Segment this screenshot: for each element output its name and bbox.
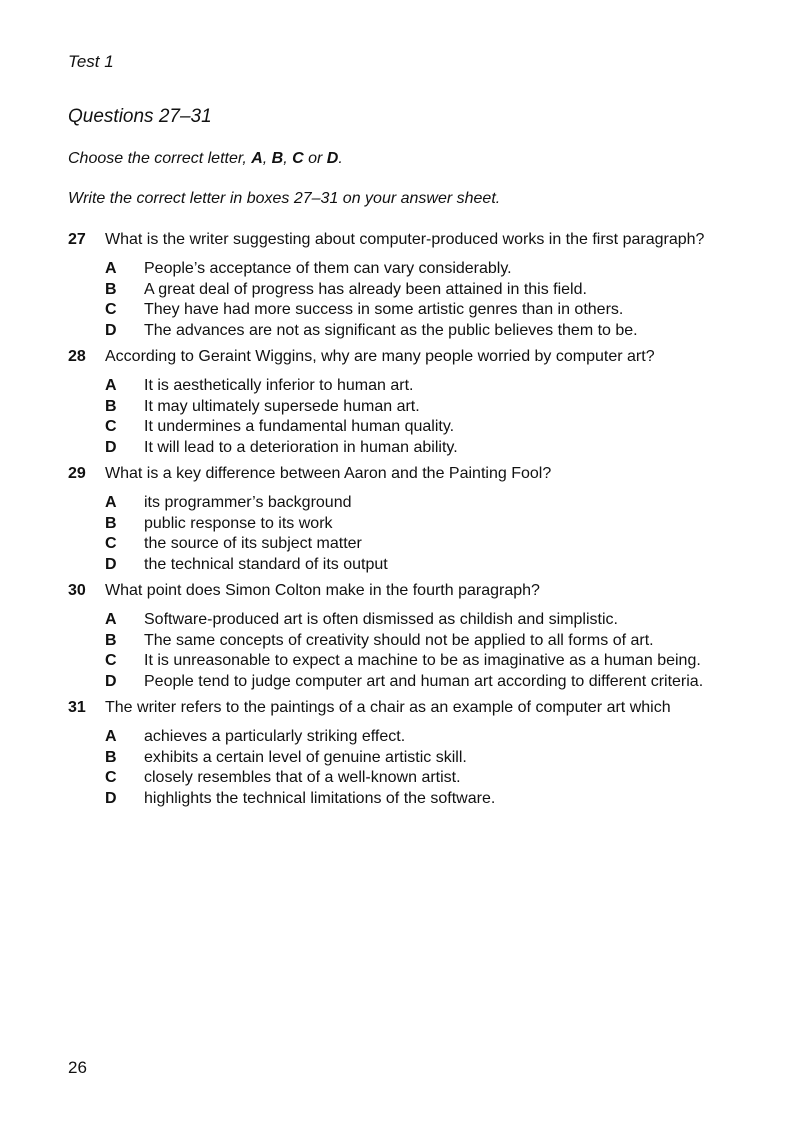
option-text: It is aesthetically inferior to human art. [144, 377, 414, 394]
option-text: They have had more success in some artistic genres than in others. [144, 301, 624, 318]
option-list [105, 727, 768, 809]
option-a [105, 376, 768, 397]
letter-d: D [326, 150, 339, 167]
question-number: 30 [68, 582, 86, 599]
instruction-prefix: Choose the correct letter, [68, 150, 252, 167]
option-letter: D [105, 672, 117, 690]
option-letter: A [105, 260, 117, 277]
option-letter: C [105, 769, 117, 786]
option-list [105, 259, 768, 341]
option-text: People tend to judge computer art and human art according to different criteria. [144, 672, 704, 690]
instruction-suffix: . [338, 150, 343, 167]
question-31 [68, 698, 768, 809]
option-d [105, 789, 768, 810]
option-b [105, 514, 768, 535]
letter-b: B [271, 150, 284, 167]
option-c [105, 417, 768, 438]
option-letter: B [105, 748, 117, 766]
question-30 [68, 581, 768, 692]
option-text: highlights the technical limitations of the software. [144, 789, 496, 807]
option-list [105, 376, 768, 458]
option-c [105, 768, 768, 789]
option-list [105, 493, 768, 575]
question-number: 28 [68, 348, 86, 365]
option-text: public response to its work [144, 514, 333, 532]
option-text: exhibits a certain level of genuine artistic skill. [144, 748, 467, 766]
option-letter: C [105, 418, 117, 435]
question-text: What point does Simon Colton make in the fourth paragraph? [105, 582, 540, 599]
instruction-sep: or [303, 150, 327, 167]
option-text: The advances are not as significant as the public believes them to be. [144, 321, 638, 339]
page-number: 26 [68, 1058, 87, 1077]
option-text: Software-produced art is often dismissed as childish and simplistic. [144, 611, 618, 628]
option-b [105, 631, 768, 652]
instruction-sep: , [283, 150, 293, 167]
question-list [68, 230, 768, 815]
option-text: the source of its subject matter [144, 535, 362, 552]
letter-a: A [251, 150, 263, 167]
instruction-sep: , [262, 150, 272, 167]
question-stem [68, 698, 768, 718]
option-c [105, 534, 768, 555]
question-number: 27 [68, 231, 86, 248]
question-text: What is a key difference between Aaron and the Painting Fool? [105, 465, 552, 482]
question-number: 31 [68, 699, 86, 716]
option-a [105, 610, 768, 631]
option-a [105, 727, 768, 748]
option-b [105, 280, 768, 301]
option-letter: D [105, 438, 117, 456]
option-c [105, 300, 768, 321]
question-number: 29 [68, 465, 86, 482]
question-stem [68, 581, 768, 601]
option-text: It will lead to a deterioration in human ability. [144, 438, 458, 456]
question-stem [68, 230, 768, 250]
option-text: A great deal of progress has already been attained in this field. [144, 280, 587, 298]
option-text: It undermines a fundamental human quality. [144, 418, 455, 435]
question-28 [68, 347, 768, 458]
option-d [105, 321, 768, 342]
option-c [105, 651, 768, 672]
option-text: closely resembles that of a well-known artist. [144, 769, 461, 786]
option-letter: A [105, 377, 117, 394]
option-letter: C [105, 301, 117, 318]
option-text: It is unreasonable to expect a machine to be as imaginative as a human being. [144, 652, 701, 669]
option-d [105, 672, 768, 693]
option-text: the technical standard of its output [144, 555, 388, 573]
option-text: The same concepts of creativity should not be applied to all forms of art. [144, 631, 654, 649]
option-letter: C [105, 535, 117, 552]
question-text: According to Geraint Wiggins, why are many people worried by computer art? [105, 348, 655, 365]
option-letter: B [105, 631, 117, 649]
section-title: Questions 27–31 [68, 106, 212, 127]
question-text: The writer refers to the paintings of a chair as an example of computer art which [105, 699, 671, 716]
option-text: achieves a particularly striking effect. [144, 728, 406, 745]
question-27 [68, 230, 768, 341]
option-a [105, 259, 768, 280]
option-d [105, 438, 768, 459]
question-stem [68, 464, 768, 484]
question-stem [68, 347, 768, 367]
option-letter: C [105, 652, 117, 669]
question-29 [68, 464, 768, 575]
option-letter: A [105, 728, 117, 745]
instruction-answer-sheet: Write the correct letter in boxes 27–31 on your answer sheet. [68, 190, 501, 207]
option-b [105, 748, 768, 769]
question-text: What is the writer suggesting about computer-produced works in the first paragraph? [105, 231, 705, 248]
option-letter: D [105, 555, 117, 573]
instruction-choose-letter [68, 150, 343, 168]
option-d [105, 555, 768, 576]
running-head: Test 1 [68, 52, 114, 71]
option-letter: A [105, 611, 117, 628]
option-letter: D [105, 789, 117, 807]
option-letter: A [105, 494, 117, 511]
option-letter: D [105, 321, 117, 339]
option-text: It may ultimately supersede human art. [144, 397, 420, 415]
option-b [105, 397, 768, 418]
option-letter: B [105, 397, 117, 415]
letter-c: C [292, 150, 304, 167]
option-text: its programmer’s background [144, 494, 352, 511]
option-text: People’s acceptance of them can vary considerably. [144, 260, 512, 277]
option-list [105, 610, 768, 692]
option-letter: B [105, 514, 117, 532]
option-a [105, 493, 768, 514]
option-letter: B [105, 280, 117, 298]
